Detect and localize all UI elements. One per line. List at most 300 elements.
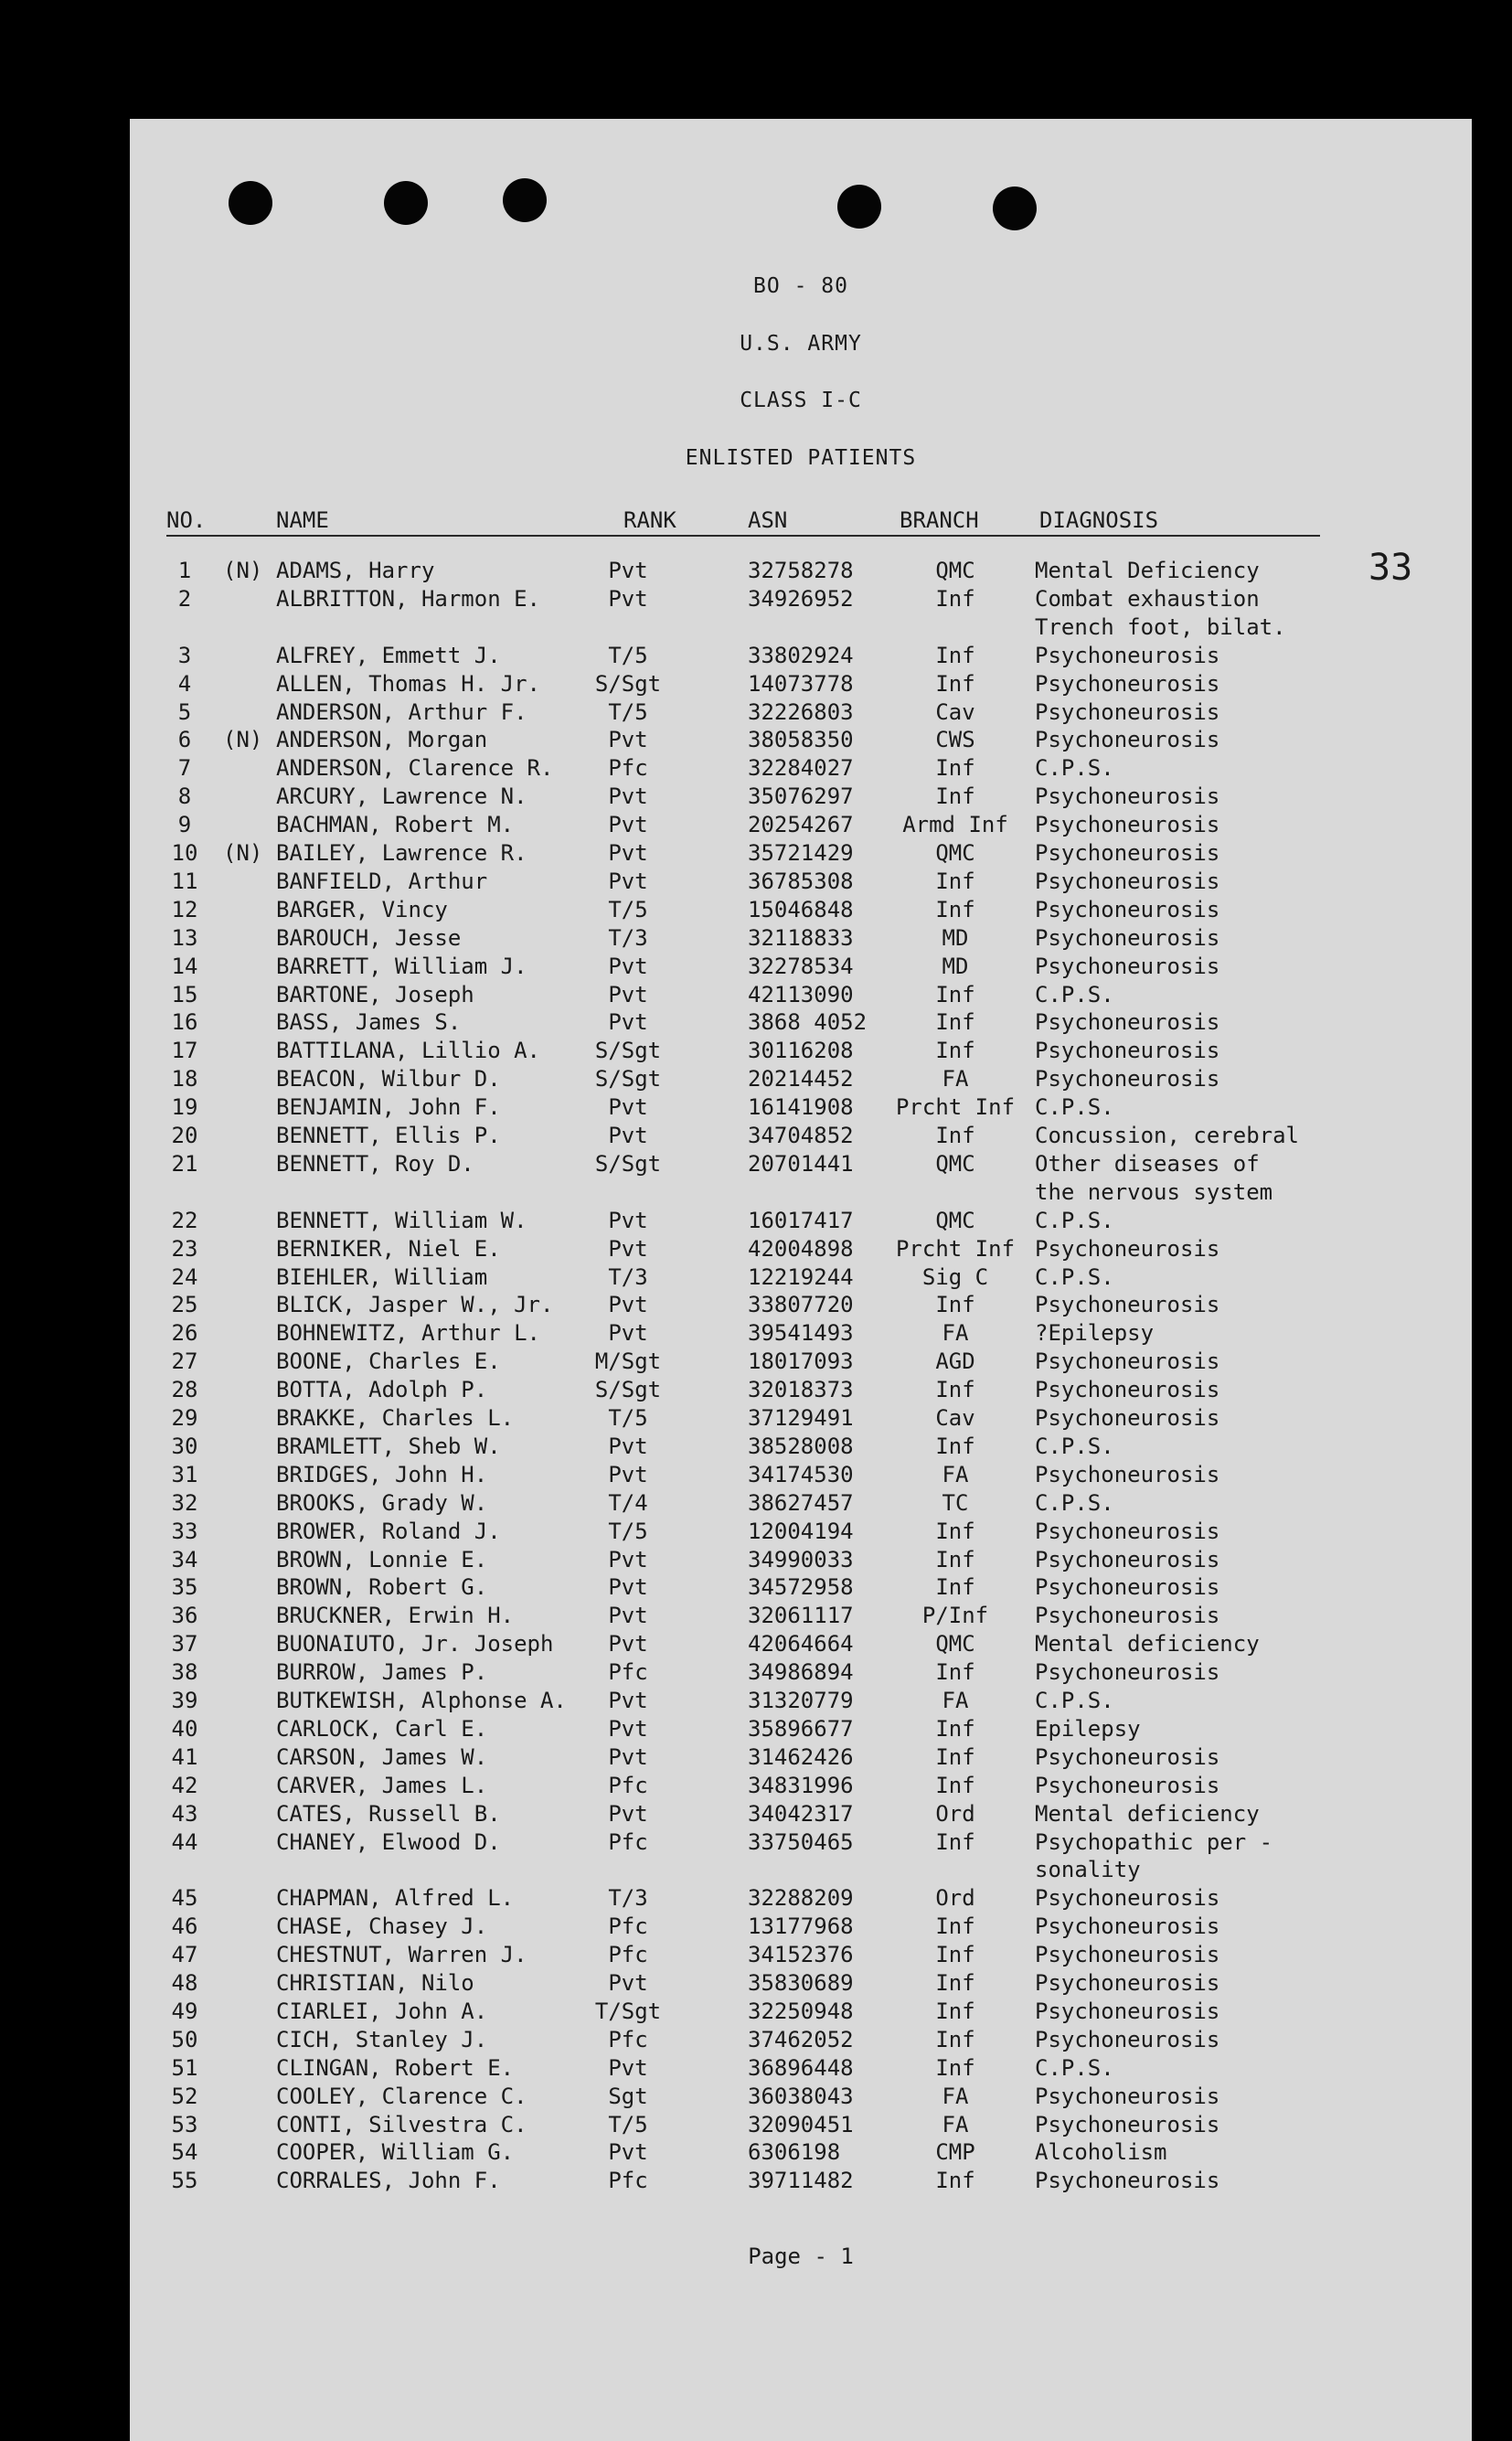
patient-branch: FA	[942, 2111, 969, 2137]
row-number: 46	[171, 1913, 198, 1940]
patient-diagnosis: Mental deficiency	[1035, 1631, 1260, 1658]
patient-asn: 18017093	[748, 1348, 854, 1375]
patient-name: CHANEY, Elwood D.	[276, 1828, 501, 1855]
column-header-name: NAME	[276, 507, 329, 533]
patient-branch: FA	[942, 2083, 969, 2109]
patient-rank: T/5	[608, 698, 648, 725]
patient-rank: Pvt	[608, 2054, 648, 2081]
patient-asn: 6306198	[748, 2139, 841, 2166]
patient-rank: Pvt	[608, 1715, 648, 1742]
table-row	[130, 1913, 1472, 1941]
patient-asn: 32278534	[748, 953, 854, 979]
table-row	[130, 812, 1472, 839]
table-row	[130, 699, 1472, 727]
table-row	[130, 1999, 1472, 2026]
patient-diagnosis: Psychoneurosis	[1035, 642, 1220, 668]
row-number: 40	[171, 1715, 198, 1742]
patient-name: ALBRITTON, Harmon E.	[276, 585, 540, 612]
patient-rank: T/5	[608, 1518, 648, 1544]
patient-branch: Inf	[935, 1038, 975, 1064]
patient-rank: T/Sgt	[594, 1998, 662, 2024]
row-number: 35	[171, 1574, 198, 1601]
patient-rank: Pfc	[608, 1913, 648, 1940]
patient-name: BARTONE, Joseph	[276, 981, 474, 1007]
class-line: CLASS I-C	[740, 389, 862, 412]
row-number: 41	[171, 1743, 198, 1770]
patient-diagnosis: Psychoneurosis	[1035, 1772, 1220, 1798]
row-number: 30	[171, 1433, 198, 1459]
table-row	[130, 2139, 1472, 2167]
patient-name: BENNETT, William W.	[276, 1207, 527, 1233]
patient-diagnosis: Alcoholism	[1035, 2139, 1167, 2166]
row-number: 1	[177, 558, 192, 583]
patient-diagnosis: Psychoneurosis	[1035, 1235, 1220, 1262]
row-number: 38	[171, 1659, 198, 1686]
row-number: 19	[171, 1094, 198, 1121]
row-number: 31	[171, 1461, 198, 1487]
table-row	[130, 1885, 1472, 1913]
patient-asn: 12004194	[748, 1518, 854, 1544]
patient-asn: 32250948	[748, 1998, 854, 2024]
document-page	[130, 119, 1472, 2441]
table-row	[130, 1348, 1472, 1376]
patient-branch: P/Inf	[921, 1603, 989, 1629]
patient-rank: Pvt	[608, 1631, 648, 1658]
patient-branch: FA	[942, 1320, 969, 1347]
table-row	[130, 1744, 1472, 1772]
row-number: 18	[171, 1066, 198, 1093]
patient-diagnosis: Psychoneurosis	[1035, 1038, 1220, 1064]
patient-diagnosis: Psychoneurosis	[1035, 1518, 1220, 1544]
patient-branch: Inf	[935, 2168, 975, 2194]
patient-name: BRUCKNER, Erwin H.	[276, 1603, 515, 1629]
patient-diagnosis-continued: the nervous system	[1035, 1178, 1273, 1205]
table-row	[130, 2027, 1472, 2054]
patient-asn: 34152376	[748, 1942, 854, 1968]
patient-name: COOLEY, Clarence C.	[276, 2083, 527, 2109]
patient-name: BARGER, Vincy	[276, 896, 448, 922]
row-number: 39	[171, 1688, 198, 1713]
row-number: 48	[171, 1970, 198, 1996]
patient-asn: 34174530	[748, 1461, 854, 1487]
patient-asn: 32226803	[748, 698, 854, 725]
patient-branch: MD	[942, 953, 969, 979]
patient-rank: Pvt	[608, 868, 648, 894]
table-row	[130, 1377, 1472, 1404]
column-header-asn: ASN	[748, 507, 788, 533]
patient-diagnosis: Psychoneurosis	[1035, 953, 1220, 979]
patient-asn: 32018373	[748, 1377, 854, 1403]
patient-name: BRAMLETT, Sheb W.	[276, 1433, 501, 1459]
patient-asn: 38528008	[748, 1433, 854, 1459]
table-row	[130, 2112, 1472, 2139]
patient-branch: Inf	[935, 1433, 975, 1459]
table-row	[130, 1405, 1472, 1433]
page-number: Page - 1	[748, 2244, 854, 2269]
row-mark: (N)	[223, 840, 263, 866]
table-row	[130, 897, 1472, 924]
margin-number: 33	[1368, 547, 1413, 589]
patient-rank: Pvt	[608, 812, 648, 838]
table-row	[130, 840, 1472, 868]
patient-rank: T/5	[608, 2111, 648, 2137]
patient-branch: Inf	[935, 1292, 975, 1318]
row-number: 10	[171, 840, 198, 866]
row-number: 26	[171, 1320, 198, 1347]
table-row	[130, 1066, 1472, 1093]
row-number: 11	[171, 868, 198, 894]
patient-branch: Inf	[935, 755, 975, 782]
patient-asn: 37462052	[748, 2026, 854, 2052]
patient-branch: Prcht Inf	[895, 1094, 1016, 1121]
patient-rank: Pvt	[608, 1320, 648, 1347]
table-row	[130, 558, 1472, 585]
patient-branch: TC	[942, 1489, 969, 1516]
patient-rank: Pfc	[608, 1828, 648, 1855]
patient-branch: Inf	[935, 2054, 975, 2081]
patient-asn: 14073778	[748, 670, 854, 697]
patient-rank: Pfc	[608, 1659, 648, 1686]
patient-diagnosis: Psychoneurosis	[1035, 1743, 1220, 1770]
patient-rank: S/Sgt	[594, 1038, 662, 1064]
patient-branch: Inf	[935, 1546, 975, 1572]
document-title: ENLISTED PATIENTS	[685, 446, 917, 470]
patient-branch: Cav	[935, 698, 975, 725]
row-number: 49	[171, 1998, 198, 2024]
patient-diagnosis: Mental Deficiency	[1035, 558, 1260, 583]
table-row	[130, 1942, 1472, 1969]
patient-branch: Inf	[935, 642, 975, 668]
patient-rank: Pvt	[608, 1123, 648, 1148]
patient-branch: Inf	[935, 1123, 975, 1148]
patient-diagnosis: Psychoneurosis	[1035, 812, 1220, 838]
patient-name: BAILEY, Lawrence R.	[276, 840, 527, 866]
patient-asn: 16017417	[748, 1207, 854, 1233]
patient-asn: 35721429	[748, 840, 854, 866]
patient-name: ALFREY, Emmett J.	[276, 642, 501, 668]
row-number: 36	[171, 1603, 198, 1629]
patient-branch: QMC	[935, 558, 975, 583]
patient-rank: Pfc	[608, 1942, 648, 1968]
patient-name: ADAMS, Harry	[276, 558, 435, 583]
patient-diagnosis: Psychoneurosis	[1035, 1942, 1220, 1968]
table-row	[130, 643, 1472, 670]
patient-name: BAROUCH, Jesse	[276, 924, 462, 951]
patient-branch: Inf	[935, 981, 975, 1007]
patient-name: CIARLEI, John A.	[276, 1998, 488, 2024]
row-number: 17	[171, 1038, 198, 1064]
patient-asn: 33807720	[748, 1292, 854, 1318]
row-number: 7	[177, 755, 192, 782]
patient-branch: Inf	[935, 670, 975, 697]
row-number: 43	[171, 1800, 198, 1827]
patient-rank: Pvt	[608, 1292, 648, 1318]
patient-branch: Inf	[935, 1970, 975, 1996]
patient-rank: Pfc	[608, 1772, 648, 1798]
patient-name: CICH, Stanley J.	[276, 2026, 488, 2052]
patient-rank: T/5	[608, 896, 648, 922]
patient-asn: 20254267	[748, 812, 854, 838]
patient-name: BURROW, James P.	[276, 1659, 488, 1686]
column-header-diagnosis: DIAGNOSIS	[1039, 507, 1159, 533]
patient-asn: 12219244	[748, 1263, 854, 1290]
table-row	[130, 1009, 1472, 1037]
patient-rank: Pvt	[608, 1800, 648, 1827]
patient-name: BOHNEWITZ, Arthur L.	[276, 1320, 540, 1347]
patient-asn: 35830689	[748, 1970, 854, 1996]
patient-name: BUTKEWISH, Alphonse A.	[276, 1688, 567, 1713]
patient-name: CHESTNUT, Warren J.	[276, 1942, 527, 1968]
patient-branch: MD	[942, 924, 969, 951]
table-row	[130, 1829, 1472, 1857]
table-row	[130, 2168, 1472, 2195]
column-header-branch: BRANCH	[900, 507, 979, 533]
patient-rank: Pvt	[608, 1970, 648, 1996]
row-number: 4	[177, 670, 192, 697]
patient-branch: Inf	[935, 1659, 975, 1686]
patient-asn: 36785308	[748, 868, 854, 894]
patient-rank: Pvt	[608, 1743, 648, 1770]
patient-diagnosis: C.P.S.	[1035, 1207, 1114, 1233]
patient-branch: Inf	[935, 1518, 975, 1544]
row-number: 3	[177, 642, 192, 668]
table-row	[130, 1716, 1472, 1743]
patient-asn: 38058350	[748, 727, 854, 753]
patient-asn: 34986894	[748, 1659, 854, 1686]
patient-rank: S/Sgt	[594, 670, 662, 697]
patient-branch: FA	[942, 1066, 969, 1093]
patient-asn: 34831996	[748, 1772, 854, 1798]
row-number: 8	[177, 783, 192, 810]
table-row	[130, 1236, 1472, 1263]
patient-branch: FA	[942, 1688, 969, 1713]
patient-name: BENNETT, Roy D.	[276, 1150, 474, 1177]
column-header-no: NO.	[166, 507, 207, 533]
patient-name: BLICK, Jasper W., Jr.	[276, 1292, 554, 1318]
table-row	[130, 1688, 1472, 1715]
table-row	[130, 1264, 1472, 1292]
table-row	[130, 1462, 1472, 1489]
patient-diagnosis: C.P.S.	[1035, 1433, 1114, 1459]
patient-diagnosis: Psychoneurosis	[1035, 1292, 1220, 1318]
row-number: 14	[171, 953, 198, 979]
column-header-rank: RANK	[623, 507, 676, 533]
patient-name: ALLEN, Thomas H. Jr.	[276, 670, 540, 697]
patient-branch: QMC	[935, 1207, 975, 1233]
patient-name: BIEHLER, William	[276, 1263, 488, 1290]
patient-asn: 38627457	[748, 1489, 854, 1516]
patient-name: CHAPMAN, Alfred L.	[276, 1885, 515, 1912]
patient-asn: 33750465	[748, 1828, 854, 1855]
row-number: 54	[171, 2139, 198, 2166]
document-code: BO - 80	[753, 274, 848, 298]
row-number: 5	[177, 698, 192, 725]
patient-branch: AGD	[935, 1348, 975, 1375]
patient-diagnosis: Psychoneurosis	[1035, 924, 1220, 951]
patient-name: ANDERSON, Clarence R.	[276, 755, 554, 782]
patient-asn: 31320779	[748, 1688, 854, 1713]
patient-branch: Inf	[935, 1715, 975, 1742]
patient-asn: 30116208	[748, 1038, 854, 1064]
table-row	[130, 1490, 1472, 1518]
patient-branch: QMC	[935, 1631, 975, 1658]
patient-diagnosis-continued: Trench foot, bilat.	[1035, 613, 1286, 640]
table-row	[130, 1519, 1472, 1546]
patient-asn: 39711482	[748, 2168, 854, 2194]
patient-branch: Inf	[935, 1828, 975, 1855]
patient-name: CARVER, James L.	[276, 1772, 488, 1798]
patient-name: BATTILANA, Lillio A.	[276, 1038, 540, 1064]
row-number: 16	[171, 1009, 198, 1036]
patient-diagnosis: C.P.S.	[1035, 981, 1114, 1007]
patient-asn: 34704852	[748, 1123, 854, 1148]
patient-branch: Inf	[935, 1377, 975, 1403]
patient-rank: Pvt	[608, 1546, 648, 1572]
patient-diagnosis: Psychoneurosis	[1035, 1348, 1220, 1375]
patient-asn: 32090451	[748, 2111, 854, 2137]
patient-diagnosis: Psychoneurosis	[1035, 1546, 1220, 1572]
patient-diagnosis: Psychoneurosis	[1035, 868, 1220, 894]
patient-branch: Inf	[935, 896, 975, 922]
patient-branch: Inf	[935, 783, 975, 810]
patient-diagnosis: Epilepsy	[1035, 1715, 1141, 1742]
patient-diagnosis: Psychoneurosis	[1035, 1998, 1220, 2024]
patient-diagnosis: Psychoneurosis	[1035, 1405, 1220, 1431]
patient-name: BROWER, Roland J.	[276, 1518, 501, 1544]
patient-rank: T/3	[608, 924, 648, 951]
patient-diagnosis: Concussion, cerebral	[1035, 1123, 1299, 1148]
patient-asn: 35076297	[748, 783, 854, 810]
table-row	[130, 2084, 1472, 2111]
table-row	[130, 1970, 1472, 1998]
patient-diagnosis: Other diseases of	[1035, 1150, 1260, 1177]
patient-name: BROWN, Robert G.	[276, 1574, 488, 1601]
patient-branch: Prcht Inf	[895, 1235, 1016, 1262]
patient-diagnosis: C.P.S.	[1035, 1688, 1114, 1713]
patient-name: BRAKKE, Charles L.	[276, 1405, 515, 1431]
row-number: 21	[171, 1150, 198, 1177]
patient-branch: Inf	[935, 868, 975, 894]
table-row	[130, 925, 1472, 953]
table-row	[130, 869, 1472, 896]
patient-rank: T/3	[608, 1885, 648, 1912]
patient-asn: 39541493	[748, 1320, 854, 1347]
row-number: 22	[171, 1207, 198, 1233]
patient-asn: 32061117	[748, 1603, 854, 1629]
patient-list	[130, 119, 1472, 2441]
row-number: 12	[171, 896, 198, 922]
patient-diagnosis: Psychoneurosis	[1035, 1377, 1220, 1403]
row-mark: (N)	[223, 558, 263, 583]
patient-diagnosis: Psychoneurosis	[1035, 1885, 1220, 1912]
table-row	[130, 1320, 1472, 1348]
patient-branch: Inf	[935, 1743, 975, 1770]
patient-asn: 42064664	[748, 1631, 854, 1658]
patient-branch: Ord	[935, 1885, 975, 1912]
patient-asn: 42004898	[748, 1235, 854, 1262]
patient-asn: 33802924	[748, 642, 854, 668]
patient-branch: Ord	[935, 1800, 975, 1827]
patient-branch: QMC	[935, 1150, 975, 1177]
row-number: 25	[171, 1292, 198, 1318]
patient-rank: Pvt	[608, 727, 648, 753]
patient-name: CHRISTIAN, Nilo	[276, 1970, 474, 1996]
patient-branch: QMC	[935, 840, 975, 866]
patient-diagnosis: Psychoneurosis	[1035, 727, 1220, 753]
patient-diagnosis: Psychoneurosis	[1035, 2168, 1220, 2194]
patient-name: BASS, James S.	[276, 1009, 462, 1036]
row-number: 42	[171, 1772, 198, 1798]
table-row	[130, 586, 1472, 613]
patient-rank: Pvt	[608, 981, 648, 1007]
patient-rank: Pvt	[608, 1433, 648, 1459]
organization-line: U.S. ARMY	[740, 332, 862, 356]
patient-diagnosis: C.P.S.	[1035, 1263, 1114, 1290]
patient-rank: Pvt	[608, 1009, 648, 1036]
patient-rank: T/3	[608, 1263, 648, 1290]
patient-asn: 35896677	[748, 1715, 854, 1742]
patient-asn: 34042317	[748, 1800, 854, 1827]
row-number: 32	[171, 1489, 198, 1516]
patient-rank: Pvt	[608, 1574, 648, 1601]
patient-rank: Pvt	[608, 1207, 648, 1233]
patient-rank: Pfc	[608, 2026, 648, 2052]
patient-diagnosis: Psychoneurosis	[1035, 1574, 1220, 1601]
row-number: 33	[171, 1518, 198, 1544]
patient-name: CARLOCK, Carl E.	[276, 1715, 488, 1742]
row-number: 45	[171, 1885, 198, 1912]
patient-diagnosis: Psychoneurosis	[1035, 1066, 1220, 1093]
patient-name: BROOKS, Grady W.	[276, 1489, 488, 1516]
patient-diagnosis: Psychoneurosis	[1035, 896, 1220, 922]
patient-name: BERNIKER, Niel E.	[276, 1235, 501, 1262]
patient-rank: T/4	[608, 1489, 648, 1516]
row-number: 52	[171, 2083, 198, 2109]
patient-name: ANDERSON, Arthur F.	[276, 698, 527, 725]
row-number: 51	[171, 2054, 198, 2081]
patient-asn: 36038043	[748, 2083, 854, 2109]
patient-rank: Pvt	[608, 1688, 648, 1713]
patient-name: BOONE, Charles E.	[276, 1348, 501, 1375]
patient-rank: Pvt	[608, 2139, 648, 2166]
patient-asn: 36896448	[748, 2054, 854, 2081]
patient-asn: 34990033	[748, 1546, 854, 1572]
patient-rank: Pvt	[608, 558, 648, 583]
patient-diagnosis: Psychoneurosis	[1035, 2111, 1220, 2137]
patient-rank: Pvt	[608, 1603, 648, 1629]
patient-rank: S/Sgt	[594, 1377, 662, 1403]
patient-name: CHASE, Chasey J.	[276, 1913, 488, 1940]
table-row	[130, 1801, 1472, 1828]
patient-branch: Inf	[935, 1942, 975, 1968]
row-number: 44	[171, 1828, 198, 1855]
patient-name: ARCURY, Lawrence N.	[276, 783, 527, 810]
patient-rank: Sgt	[608, 2083, 648, 2109]
patient-asn: 20701441	[748, 1150, 854, 1177]
row-number: 34	[171, 1546, 198, 1572]
table-row	[130, 1123, 1472, 1150]
patient-diagnosis: Psychoneurosis	[1035, 1659, 1220, 1686]
patient-name: BARRETT, William J.	[276, 953, 527, 979]
patient-branch: Inf	[935, 2026, 975, 2052]
table-row	[130, 1292, 1472, 1319]
row-number: 9	[177, 812, 192, 838]
patient-name: CORRALES, John F.	[276, 2168, 501, 2194]
table-row	[130, 1208, 1472, 1235]
row-mark: (N)	[223, 727, 263, 753]
patient-rank: Pvt	[608, 840, 648, 866]
table-row	[130, 1659, 1472, 1687]
